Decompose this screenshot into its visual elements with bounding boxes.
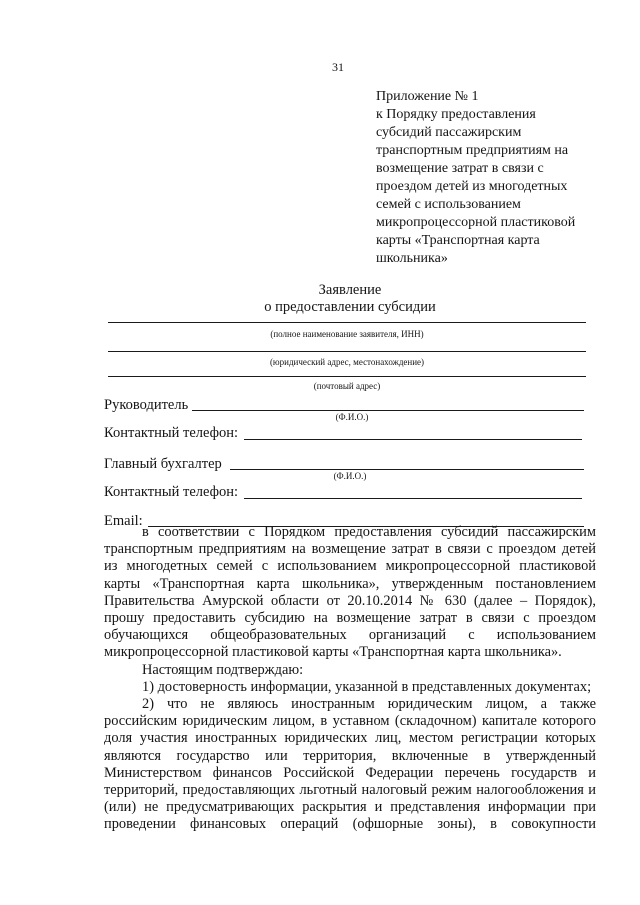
director-line xyxy=(192,410,584,411)
title-line: о предоставлении субсидии xyxy=(264,299,436,315)
body-line: Министерством финансов Российской Федерации перечень государств и xyxy=(104,764,596,781)
body-line: проведении финансовых операций (офшорные зоны), в совокупности xyxy=(104,816,596,833)
body-text xyxy=(104,524,596,834)
confirm-heading: Настоящим подтверждаю: xyxy=(142,661,304,678)
body-line: карты «Транспортная карта школьника», утвержденным постановлением xyxy=(104,575,596,592)
applicant-name-line xyxy=(108,322,586,323)
body-line: из многодетных семей с использованием микропроцессорной пластиковой xyxy=(104,558,596,575)
page-number: 31 xyxy=(332,60,344,74)
body-line: Правительства Амурской области от 20.10.2014 № 630 (далее – Порядок), xyxy=(104,592,596,609)
body-line: прошу предоставить субсидию на возмещение затрат в связи с проездом xyxy=(104,610,596,627)
body-line: доля участия иностранных юридических лиц, местом регистрации которых xyxy=(104,730,596,747)
postal-address-line xyxy=(108,376,586,377)
accountant-line xyxy=(230,469,584,470)
body-line: транспортным предприятиям на возмещение затрат в связи с проездом детей xyxy=(104,541,596,558)
phone-line-2 xyxy=(244,498,582,499)
appendix-line: семей с использованием xyxy=(376,197,521,212)
title-line: Заявление xyxy=(318,282,382,298)
accountant-caption: (Ф.И.О.) xyxy=(333,471,367,481)
postal-address-caption: (почтовый адрес) xyxy=(313,381,381,391)
body-line: являются государство или территория, включенные в утвержденный xyxy=(104,747,596,764)
phone-label-1: Контактный телефон: xyxy=(104,425,239,441)
legal-address-line xyxy=(108,351,586,352)
director-caption: (Ф.И.О.) xyxy=(335,412,369,422)
appendix-line: возмещение затрат в связи с xyxy=(376,161,544,176)
director-label: Руководитель xyxy=(104,397,189,413)
body-line: микропроцессорной пластиковой карты «Транспортная карта школьника». xyxy=(104,644,562,661)
appendix-line: микропроцессорной пластиковой xyxy=(376,215,576,230)
body-line: территорий, предоставляющих льготный налоговый режим налогообложения и xyxy=(104,782,596,799)
legal-address-caption: (юридический адрес, местонахождение) xyxy=(269,357,425,367)
appendix-line: школьника» xyxy=(376,251,448,266)
appendix-line: Приложение № 1 xyxy=(376,89,479,104)
body-line: обучающихся общеобразовательных организаций с использованием xyxy=(104,627,596,644)
appendix-line: транспортным предприятиям на xyxy=(376,143,569,158)
body-line: российским юридическим лицом, в уставном (складочном) капитале которого xyxy=(104,713,596,730)
appendix-line: к Порядку предоставления xyxy=(376,107,536,122)
phone-label-2: Контактный телефон: xyxy=(104,484,239,500)
body-line: в соответствии с Порядком предоставления субсидий пассажирским xyxy=(142,524,596,540)
phone-line-1 xyxy=(244,439,582,440)
body-line: (или) не предусматривающих раскрытия и представления информации при xyxy=(104,799,596,816)
appendix-line: карты «Транспортная карта xyxy=(376,233,540,248)
applicant-name-caption: (полное наименование заявителя, ИНН) xyxy=(270,329,424,339)
document-title xyxy=(200,282,500,316)
confirm-item-1: 1) достоверность информации, указанной в представленных документах; xyxy=(142,678,592,695)
appendix-line: проездом детей из многодетных xyxy=(376,179,568,194)
appendix-line: субсидий пассажирским xyxy=(376,125,522,140)
email-label: Email: xyxy=(104,513,143,529)
accountant-label: Главный бухгалтер xyxy=(104,456,222,472)
appendix-header xyxy=(376,88,606,268)
body-line: 2) что не являюсь иностранным юридическим лицом, а также xyxy=(142,696,596,713)
